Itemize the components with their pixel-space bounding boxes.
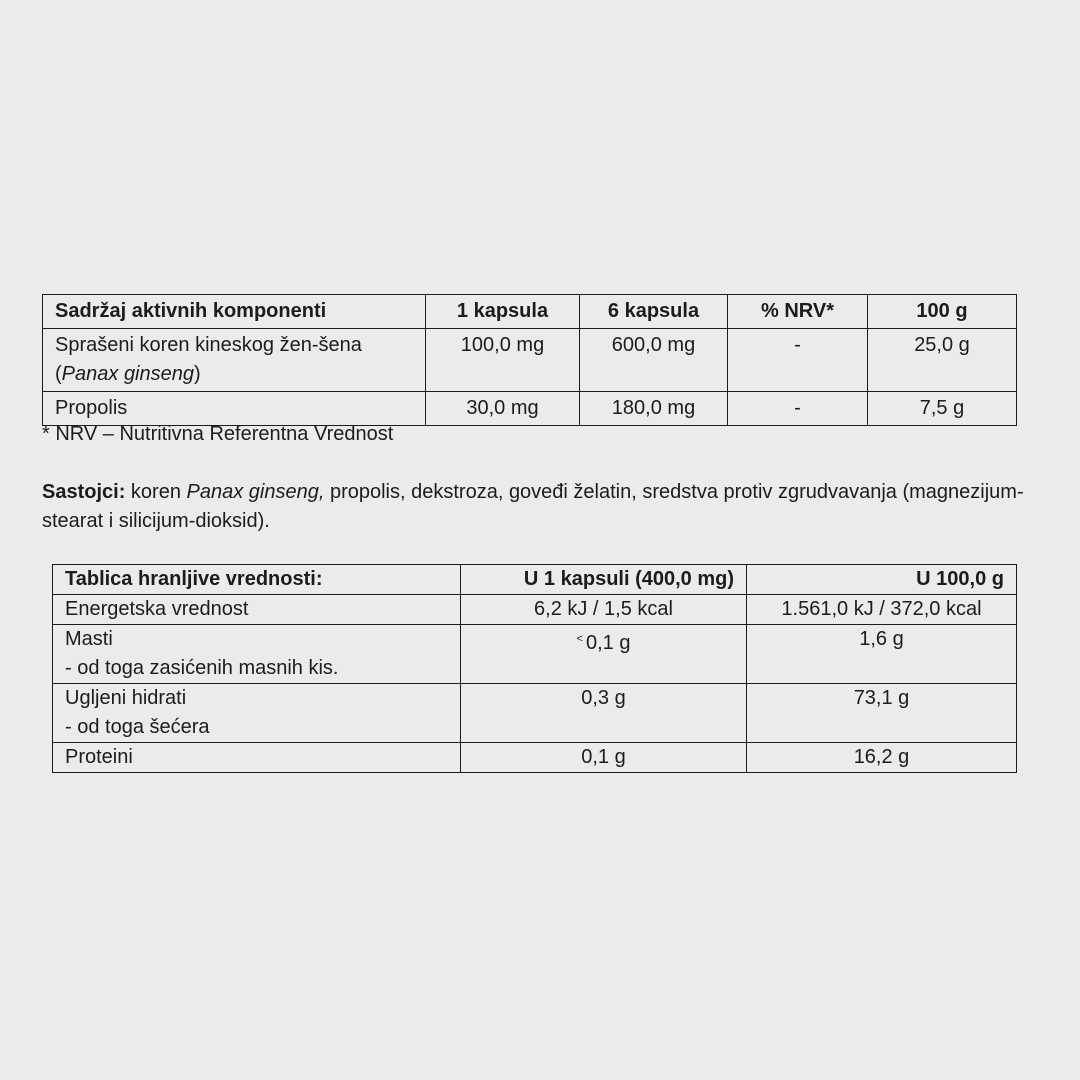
fat-name: Masti <box>65 628 113 650</box>
less-than-sign: < <box>576 633 583 645</box>
ginseng-name-cell: Sprašeni koren kineskog žen-šena (Panax ginseng) <box>43 329 426 392</box>
fat-per-capsule: 0,1 g <box>585 632 631 654</box>
protein-per-capsule: 0,1 g <box>461 743 747 773</box>
table-row <box>53 743 1017 773</box>
header-6-capsules: 6 kapsula <box>580 295 728 329</box>
ingredients-latin: Panax ginseng, <box>186 481 325 503</box>
ginseng-nrv: - <box>728 329 868 392</box>
header-components: Sadržaj aktivnih komponenti <box>43 295 426 329</box>
protein-name: Proteini <box>53 743 461 773</box>
protein-per-100g: 16,2 g <box>747 743 1017 773</box>
energy-per-100g: 1.561,0 kJ / 372,0 kcal <box>747 595 1017 625</box>
header-per-100g: U 100,0 g <box>747 565 1017 595</box>
header-100g: 100 g <box>868 295 1017 329</box>
table-header-row <box>53 565 1017 595</box>
header-1-capsule: 1 kapsula <box>426 295 580 329</box>
ginseng-latin: Panax ginseng <box>61 363 194 385</box>
ginseng-100g: 25,0 g <box>868 329 1017 392</box>
table-header-row <box>43 295 1017 329</box>
fat-per-100g: 1,6 g <box>747 625 1017 684</box>
header-per-capsule: U 1 kapsuli (400,0 mg) <box>461 565 747 595</box>
carbs-name: Ugljeni hidrati <box>65 687 187 709</box>
propolis-100g: 7,5 g <box>868 392 1017 426</box>
propolis-1-capsule: 30,0 mg <box>426 392 580 426</box>
ginseng-6-capsules: 600,0 mg <box>580 329 728 392</box>
header-nutrition: Tablica hranljive vrednosti: <box>53 565 461 595</box>
propolis-nrv: - <box>728 392 868 426</box>
fat-per-capsule-cell <box>461 625 747 684</box>
table-row <box>53 625 1017 684</box>
active-components-table <box>42 294 1017 426</box>
table-row <box>53 684 1017 743</box>
propolis-6-capsules: 180,0 mg <box>580 392 728 426</box>
table-row <box>53 595 1017 625</box>
carbs-per-capsule: 0,3 g <box>461 684 747 743</box>
ingredients-label: Sastojci: <box>42 481 126 503</box>
header-nrv: % NRV* <box>728 295 868 329</box>
energy-name: Energetska vrednost <box>53 595 461 625</box>
nrv-footnote: * NRV – Nutritivna Referentna Vrednost <box>42 423 394 445</box>
propolis-name: Propolis <box>43 392 426 426</box>
ingredients-paragraph: Sastojci: koren Panax ginseng, propolis, dekstroza, goveđi želatin, sredstva protiv zgrudvavanja (magnezijum-stearat i silicijum-dioksid). <box>42 481 1024 532</box>
energy-per-capsule: 6,2 kJ / 1,5 kcal <box>461 595 747 625</box>
nutrition-table <box>52 564 1017 773</box>
carbs-name-cell <box>53 684 461 743</box>
carbs-per-100g: 73,1 g <box>747 684 1017 743</box>
ginseng-1-capsule: 100,0 mg <box>426 329 580 392</box>
ginseng-name: Sprašeni koren kineskog žen-šena <box>55 334 362 356</box>
fat-name-cell <box>53 625 461 684</box>
fat-sub: - od toga zasićenih masnih kis. <box>65 657 339 679</box>
carbs-sub: - od toga šećera <box>65 716 210 738</box>
table-row <box>43 329 1017 392</box>
